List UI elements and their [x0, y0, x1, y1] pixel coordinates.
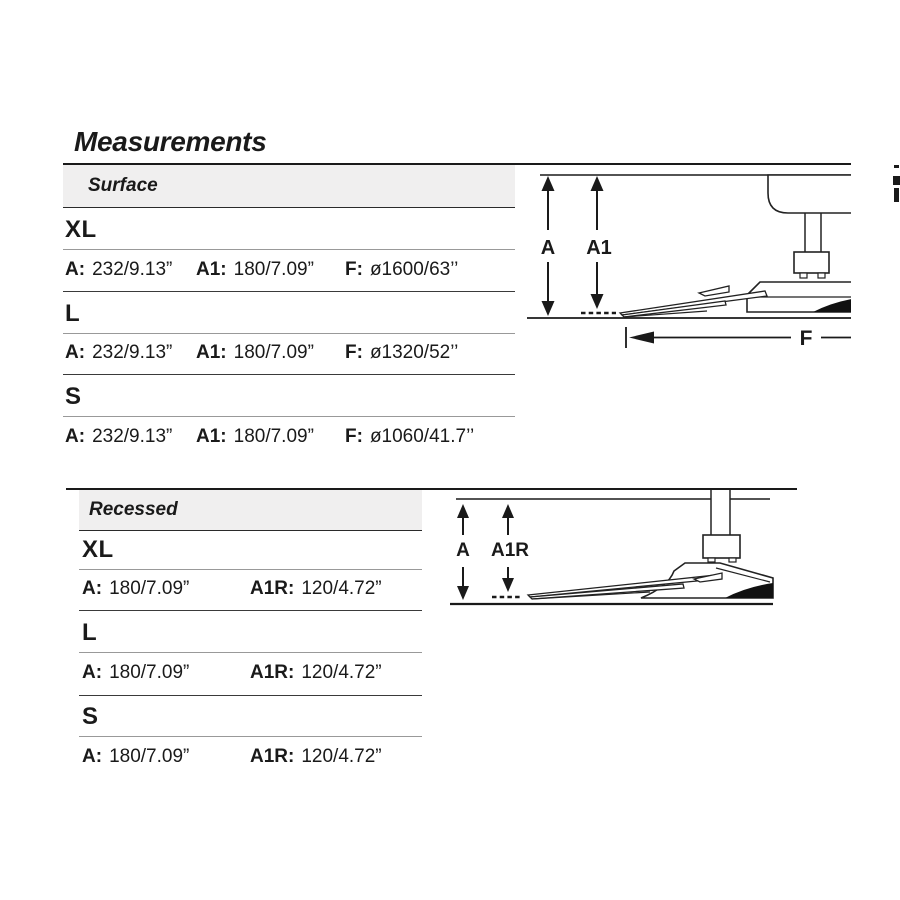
size-label: XL — [65, 216, 97, 243]
spec-a: A: 180/7.09” — [82, 662, 190, 684]
dimension-arrow-f — [626, 327, 851, 348]
recessed-specs-s — [79, 737, 422, 779]
ceiling-fan-drawing — [528, 490, 773, 599]
spec-a1: A1: 180/7.09” — [196, 342, 314, 364]
surface-header-label: Surface — [88, 175, 158, 196]
recessed-specs-xl — [79, 570, 422, 611]
spec-a: A: 180/7.09” — [82, 578, 190, 600]
page-title: Measurements — [74, 126, 267, 157]
recessed-size-l — [79, 611, 422, 653]
rod-coupler — [794, 252, 829, 273]
ceiling-fan-drawing — [620, 175, 851, 317]
dimension-label-f: F — [799, 327, 813, 350]
spec-a1r: A1R: 120/4.72” — [250, 578, 382, 600]
surface-table — [63, 165, 515, 459]
recessed-size-xl — [79, 531, 422, 570]
spec-a1r: A1R: 120/4.72” — [250, 746, 382, 768]
size-label: XL — [82, 536, 114, 563]
spec-f: F: ø1320/52’’ — [345, 342, 459, 364]
surface-mount-diagram — [515, 160, 851, 355]
dimension-label-a: A — [540, 237, 556, 259]
canopy — [768, 175, 851, 213]
surface-specs-l — [63, 334, 515, 375]
recessed-table-header — [79, 490, 422, 531]
size-label: L — [82, 619, 98, 646]
rod-coupler — [703, 535, 740, 558]
surface-specs-xl — [63, 250, 515, 292]
size-label: S — [82, 703, 99, 730]
spec-a: A: 232/9.13” — [65, 342, 173, 364]
dimension-label-a1: A1 — [586, 237, 612, 259]
recessed-header-label: Recessed — [89, 499, 178, 520]
recessed-size-s — [79, 696, 422, 737]
page-cutoff-artifact — [894, 188, 899, 202]
spec-a1: A1: 180/7.09” — [196, 258, 314, 280]
surface-specs-s — [63, 417, 515, 459]
recessed-table — [79, 490, 422, 779]
surface-size-xl — [63, 208, 515, 250]
recessed-mount-diagram — [448, 483, 795, 615]
surface-table-header — [63, 165, 515, 208]
recessed-specs-l — [79, 653, 422, 696]
dimension-label-a1r: A1R — [490, 540, 530, 561]
page-cutoff-artifact — [894, 165, 899, 168]
spec-a1r: A1R: 120/4.72” — [250, 662, 382, 684]
downrod — [711, 490, 730, 535]
surface-size-l — [63, 292, 515, 334]
spec-a: A: 180/7.09” — [82, 746, 190, 768]
blade-bracket — [699, 286, 729, 296]
spec-a1: A1: 180/7.09” — [196, 426, 314, 448]
size-label: S — [65, 383, 82, 410]
dimension-label-a: A — [456, 540, 470, 561]
spec-a: A: 232/9.13” — [65, 426, 173, 448]
size-label: L — [65, 300, 81, 327]
spec-a: A: 232/9.13” — [65, 258, 173, 280]
spec-f: F: ø1600/63’’ — [345, 258, 459, 280]
surface-size-s — [63, 375, 515, 417]
blade — [622, 301, 726, 317]
page-cutoff-artifact — [893, 176, 900, 185]
spec-f: F: ø1060/41.7’’ — [345, 426, 475, 448]
